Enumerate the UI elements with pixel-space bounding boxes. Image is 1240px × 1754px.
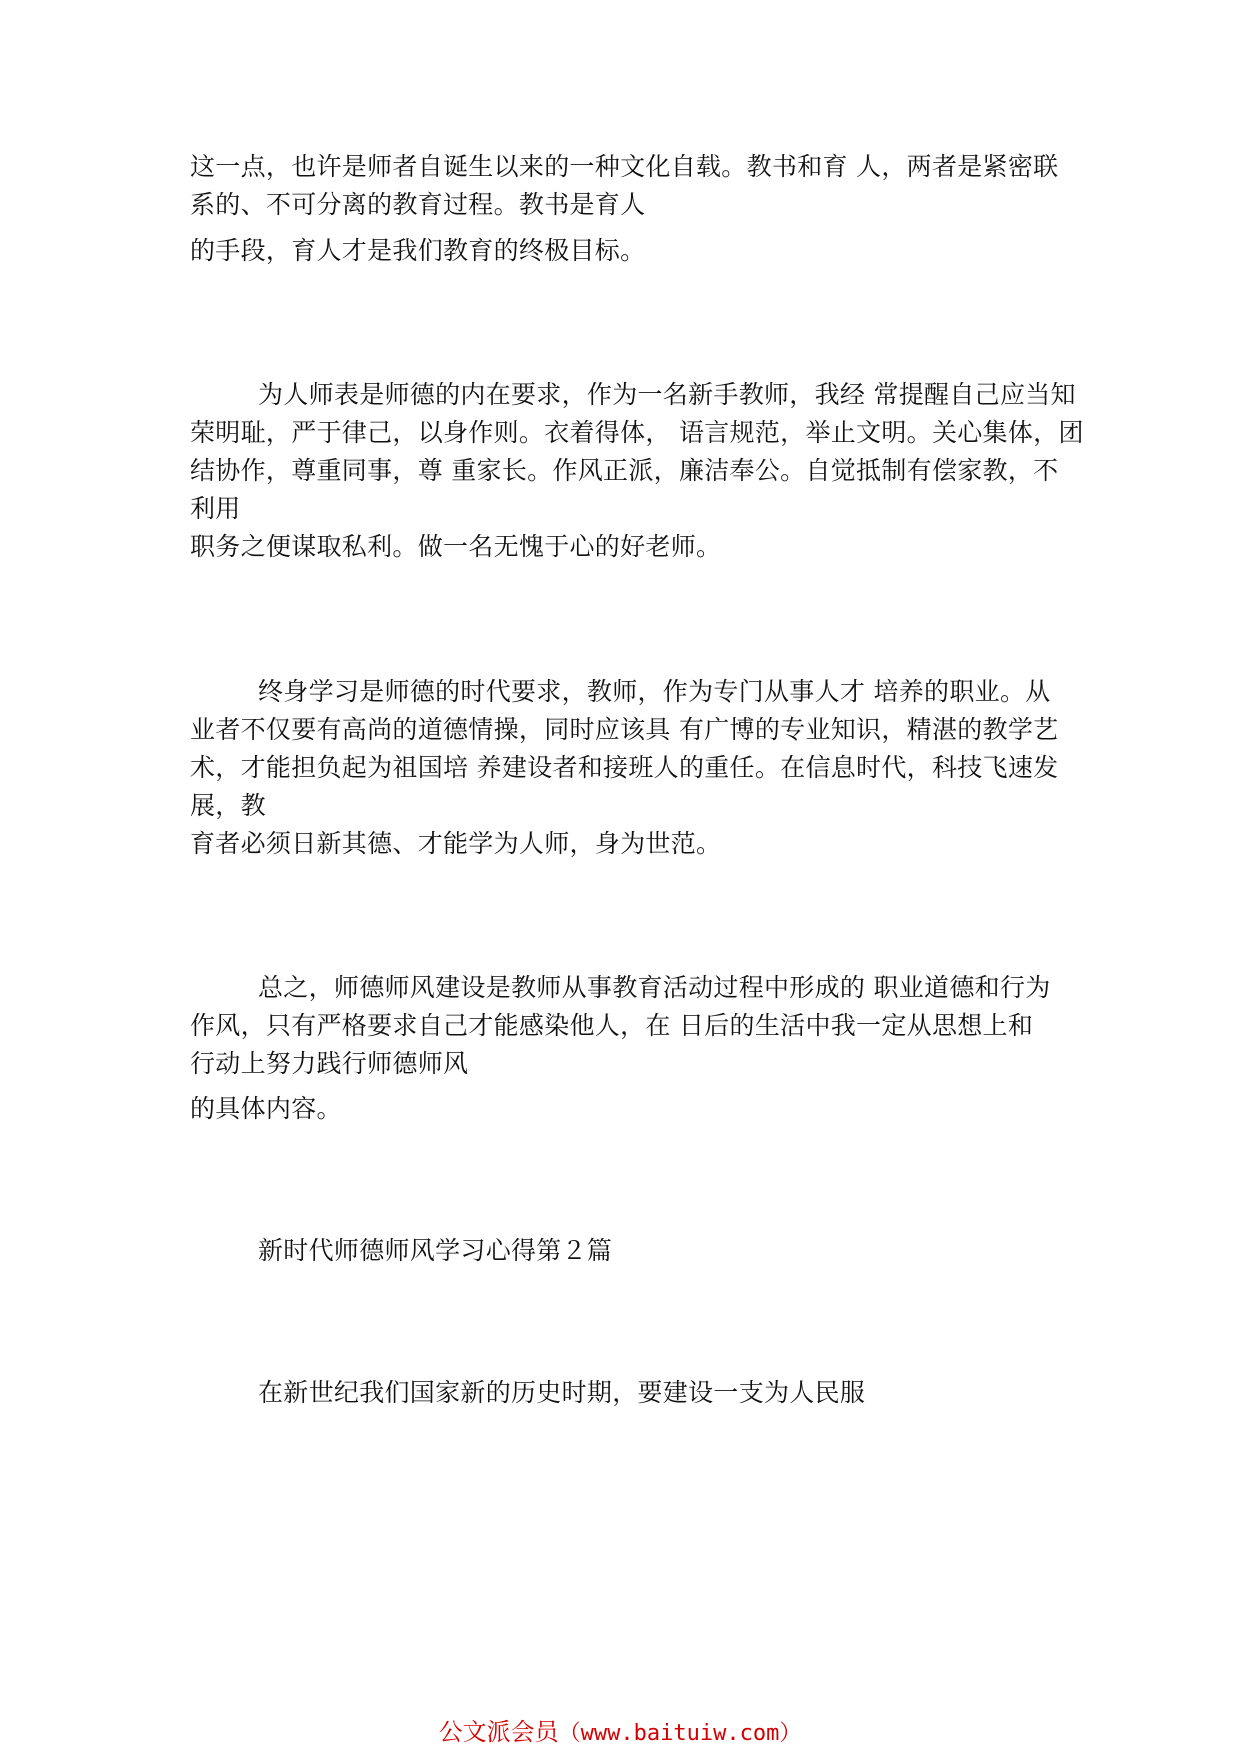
text-line: 职务之便谋取私利。做一名无愧于心的好老师。 [190, 532, 722, 561]
text-line: 利用 [190, 494, 241, 523]
text-line: 作风，只有严格要求自己才能感染他人，在 日后的生活中我一定从思想上和 [190, 1011, 1034, 1040]
text-line: 系的、不可分离的教育过程。教书是育人 [190, 190, 646, 219]
paragraph-4 [190, 528, 1062, 566]
paragraph-8 [190, 1090, 1062, 1128]
paragraph-6 [190, 825, 1062, 863]
text-line: 在新世纪我们国家新的历史时期，要建设一支为人民服 [258, 1378, 866, 1407]
text-line: 这一点，也许是师者自诞生以来的一种文化自载。教书和育 人，两者是紧密联 [190, 152, 1059, 181]
paragraph-7 [190, 969, 1062, 1083]
paragraph-9 [190, 1374, 1062, 1412]
text-line: 展，教 [190, 791, 266, 820]
section-title: 新时代师德师风学习心得第２篇 [258, 1236, 613, 1265]
text-line: 总之，师德师风建设是教师从事教育活动过程中形成的 职业道德和行为 [258, 973, 1051, 1002]
footer-url: （www.baituiw.com） [558, 1721, 802, 1746]
paragraph-1 [190, 148, 1062, 224]
text-line: 为人师表是师德的内在要求，作为一名新手教师，我经 常提醒自己应当知 [258, 380, 1076, 409]
text-line: 的手段，育人才是我们教育的终极目标。 [190, 236, 646, 265]
text-line: 业者不仅要有高尚的道德情操，同时应该具 有广博的专业知识，精湛的教学艺 [190, 715, 1059, 744]
text-line: 育者必须日新其德、才能学为人师，身为世范。 [190, 829, 722, 858]
text-line: 结协作，尊重同事，尊 重家长。作风正派，廉洁奉公。自觉抵制有偿家教，不 [190, 456, 1059, 485]
paragraph-5 [190, 673, 1062, 825]
footer-brand: 公文派会员 [438, 1718, 559, 1746]
text-line: 术，才能担负起为祖国培 养建设者和接班人的重任。在信息时代，科技飞速发 [190, 753, 1059, 782]
text-line: 行动上努力践行师德师风 [190, 1049, 469, 1078]
footer-watermark [0, 1712, 1240, 1747]
text-line: 的具体内容。 [190, 1094, 342, 1123]
section-heading [190, 1232, 1062, 1270]
text-line: 荣明耻，严于律己，以身作则。衣着得体， 语言规范，举止文明。关心集体，团 [190, 418, 1084, 447]
paragraph-2 [190, 232, 1062, 270]
paragraph-3 [190, 376, 1084, 528]
text-line: 终身学习是师德的时代要求，教师，作为专门从事人才 培养的职业。从 [258, 677, 1051, 706]
